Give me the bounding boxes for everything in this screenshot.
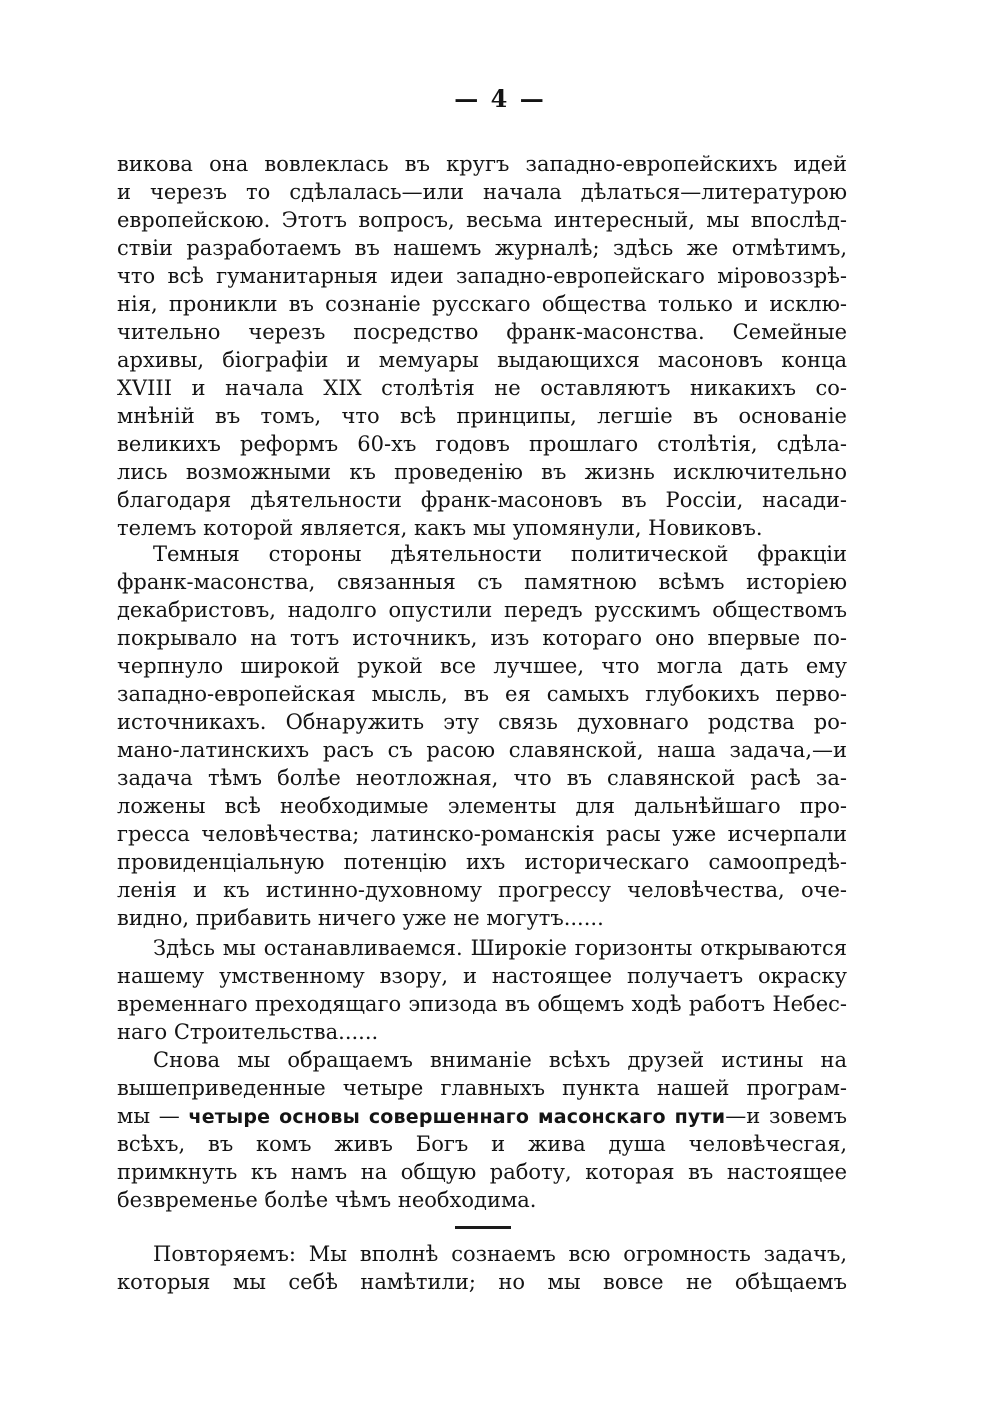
- text-segment: —и зовемъ: [725, 1104, 847, 1128]
- text-line: XVIII и начала XIX столѣтія не оставляютъ никакихъ со-: [117, 376, 847, 400]
- paragraph-3: [117, 934, 847, 1046]
- text-line: Повторяемъ: Мы вполнѣ сознаемъ всю огромность задачъ,: [153, 1242, 847, 1266]
- text-line: гресса человѣчества; латинско-романскія расы уже исчерпали: [117, 822, 847, 846]
- text-line: что всѣ гуманитарныя идеи западно-европейскаго міровоззрѣ-: [117, 264, 847, 288]
- paragraph-5: [117, 1240, 847, 1296]
- paragraph-4: [117, 1046, 847, 1214]
- text-line: Снова мы обращаемъ вниманіе всѣхъ друзей истины на: [153, 1048, 847, 1072]
- paragraph-1: [117, 150, 847, 542]
- text-line: мано-латинскихъ расъ съ расою славянской, наша задача,—и: [117, 738, 847, 762]
- text-line: европейскою. Этотъ вопросъ, весьма интересный, мы впослѣд-: [117, 208, 847, 232]
- text-line: задача тѣмъ болѣе неотложная, что въ славянской расѣ за-: [117, 766, 847, 790]
- text-line: франк-масонства, связанныя съ памятною всѣмъ исторіею: [117, 570, 847, 594]
- text-line: Темныя стороны дѣятельности политической фракціи: [153, 542, 847, 566]
- text-line: Здѣсь мы останавливаемся. Широкіе горизонты открываются: [153, 936, 847, 960]
- text-line: покрывало на тотъ источникъ, изъ котораго оно впервые по-: [117, 626, 847, 650]
- text-line: ложены всѣ необходимые элементы для дальнѣйшаго про-: [117, 794, 847, 818]
- text-line: ствіи разработаемъ въ нашемъ журналѣ; здѣсь же отмѣтимъ,: [117, 236, 847, 260]
- section-separator: [455, 1226, 511, 1229]
- text-line: телемъ которой является, какъ мы упомянули, Новиковъ.: [117, 516, 763, 540]
- text-line: вышеприведенные четыре главныхъ пункта нашей програм-: [117, 1076, 847, 1100]
- text-line: источникахъ. Обнаружить эту связь духовнаго родства ро-: [117, 710, 847, 734]
- text-line: нія, проникли въ сознаніе русскаго общества только и исклю-: [117, 292, 847, 316]
- text-line: временнаго преходящаго эпизода въ общемъ ходѣ работъ Небес-: [117, 992, 847, 1016]
- text-line: чительно черезъ посредство франк-масонства. Семейные: [117, 320, 847, 344]
- text-line: провиденціальную потенцію ихъ историческаго самоопредѣ-: [117, 850, 847, 874]
- text-line: и черезъ то сдѣлалась—или начала дѣлаться—литературою: [117, 180, 847, 204]
- text-line: нашему умственному взору, и настоящее получаетъ окраску: [117, 964, 847, 988]
- text-line: декабристовъ, надолго опустили передъ русскимъ обществомъ: [117, 598, 847, 622]
- text-line: мнѣній въ томъ, что всѣ принципы, легшіе въ основаніе: [117, 404, 847, 428]
- text-line: наго Строительства......: [117, 1020, 379, 1044]
- paragraph-2: [117, 540, 847, 932]
- text-segment: мы —: [117, 1104, 180, 1128]
- text-line: примкнуть къ намъ на общую работу, которая въ настоящее: [117, 1160, 847, 1184]
- text-line-with-emphasis: [117, 1102, 847, 1130]
- text-line: викова она вовлеклась въ кругъ западно-европейскихъ идей: [117, 152, 847, 176]
- text-line: архивы, біографіи и мемуары выдающихся масоновъ конца: [117, 348, 847, 372]
- text-line: которыя мы себѣ намѣтили; но мы вовсе не обѣщаемъ: [117, 1270, 847, 1294]
- text-line: благодаря дѣятельности франк-масоновъ въ Россіи, насади-: [117, 488, 847, 512]
- emphasized-text: четыре основы совершеннаго масонскаго пути: [188, 1106, 726, 1128]
- text-line: всѣхъ, въ комъ живъ Богъ и жива душа человѣчесгая,: [117, 1132, 847, 1156]
- text-line: ленія и къ истинно-духовному прогрессу человѣчества, оче-: [117, 878, 847, 902]
- text-line: лись возможными къ проведенію въ жизнь исключительно: [117, 460, 847, 484]
- text-line: безвременье болѣе чѣмъ необходима.: [117, 1188, 537, 1212]
- text-line: видно, прибавить ничего уже не могутъ......: [117, 906, 604, 930]
- text-line: черпнуло широкой рукой все лучшее, что могла дать ему: [117, 654, 847, 678]
- text-line: великихъ реформъ 60-хъ годовъ прошлаго столѣтія, сдѣла-: [117, 432, 847, 456]
- page-number: — 4 —: [454, 84, 546, 113]
- text-line: западно-европейская мысль, въ ея самыхъ глубокихъ перво-: [117, 682, 847, 706]
